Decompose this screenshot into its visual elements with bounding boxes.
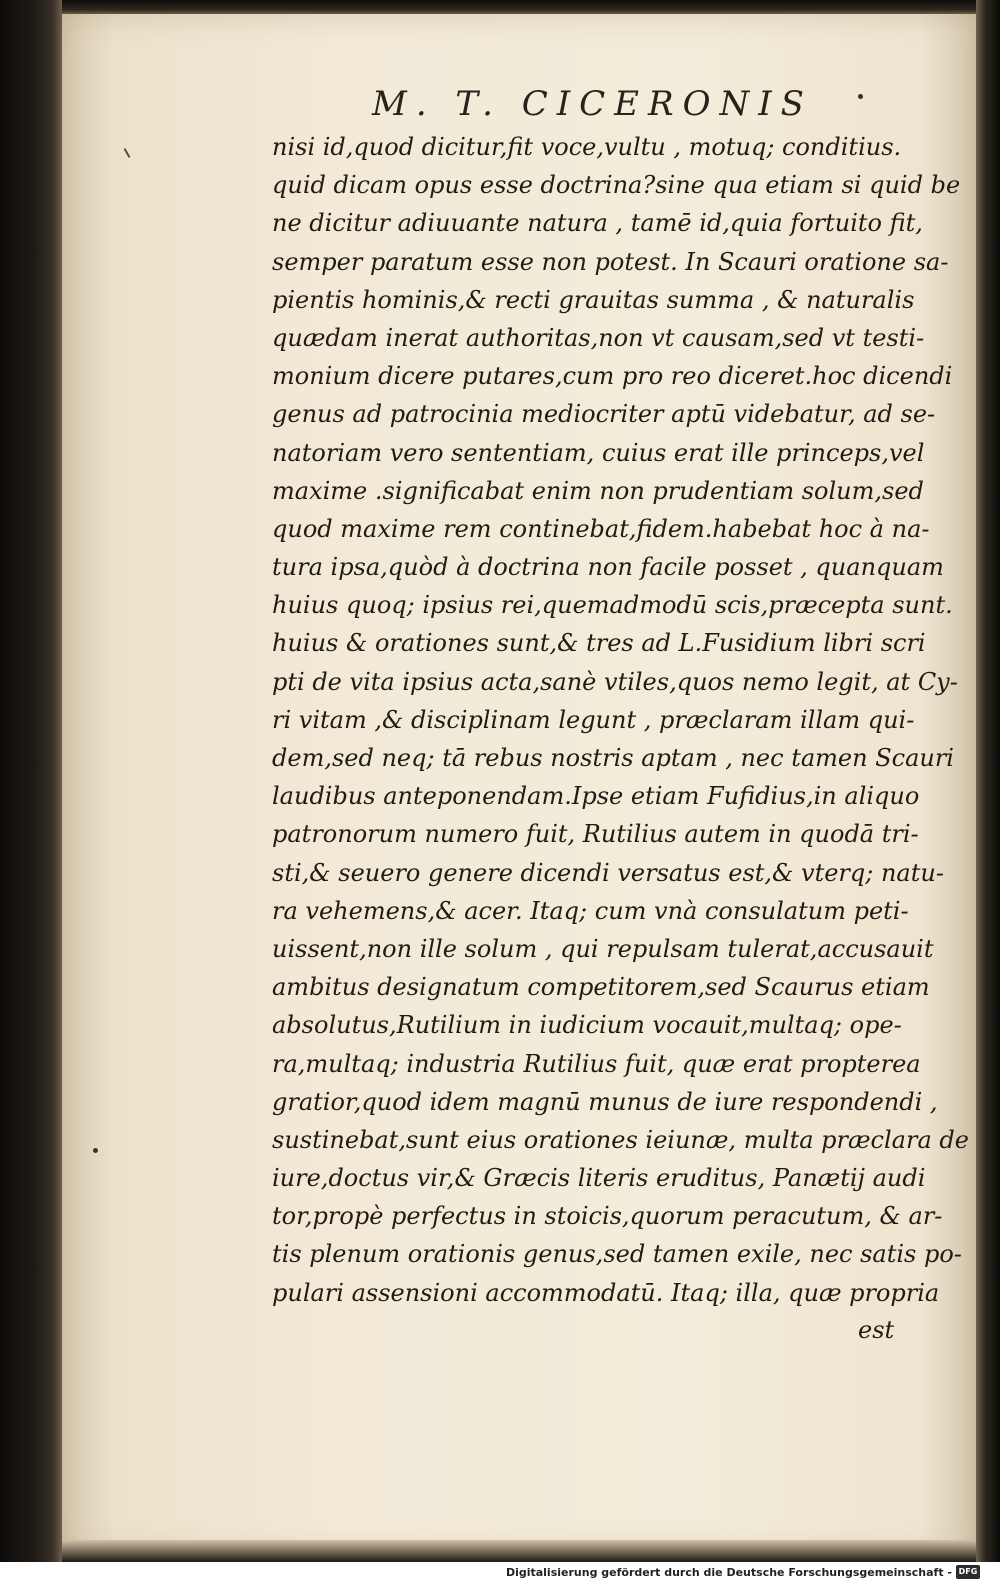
page-bottom-edge: [62, 1540, 976, 1562]
dfg-logo-icon: DFG: [956, 1565, 980, 1579]
text-line: dem,sed neq; tā rebus nostris aptam , nec tamen Scauri: [272, 744, 954, 772]
text-line: nisi id,quod dicitur,fit voce,vultu , motuq; conditius.: [272, 133, 902, 161]
body-text: [272, 128, 969, 1312]
margin-ink-dot: [93, 1148, 98, 1153]
text-line: tor,propè perfectus in stoicis,quorum peracutum, & ar-: [272, 1202, 943, 1231]
text-line: genus ad patrocinia mediocriter aptū videbatur, ad se-: [272, 400, 936, 429]
text-line: quod maxime rem continebat,fidem.habebat hoc à na-: [272, 514, 930, 543]
text-line: ne dicitur adiuuante natura , tamē id,quia fortuito fit,: [272, 209, 923, 238]
text-line: ri vitam ,& disciplinam legunt , præclaram illam qui-: [272, 705, 915, 734]
text-line: pti de vita ipsius acta,sanè vtiles,quos nemo legit, at Cy-: [272, 667, 958, 696]
running-head: M. T. CICERONIS: [372, 84, 813, 124]
text-line: iure,doctus vir,& Græcis literis eruditus, Panætij audi: [272, 1164, 926, 1193]
text-line: ambitus designatum competitorem,sed Scaurus etiam: [272, 973, 930, 1002]
ink-dot: [858, 94, 863, 99]
text-line: uissent,non ille solum , qui repulsam tulerat,accusauit: [272, 934, 934, 963]
text-line: absolutus,Rutilium in iudicium vocauit,multaq; ope-: [272, 1011, 902, 1040]
text-line: gratior,quod idem magnū munus de iure respondendi ,: [272, 1087, 938, 1116]
digitization-credit: Digitalisierung gefördert durch die Deutsche Forschungsgemeinschaft -: [505, 1566, 952, 1579]
page-fore-edge: [976, 0, 1000, 1562]
text-line: laudibus anteponendam.Ipse etiam Fufidius,in aliquo: [272, 782, 920, 811]
text-line: sti,& seuero genere dicendi versatus est,& vterq; natu-: [272, 858, 944, 887]
text-line: huius & orationes sunt,& tres ad L.Fusidium libri scri: [272, 629, 926, 658]
text-line: monium dicere putares,cum pro reo diceret.hoc dicendi: [272, 362, 953, 391]
text-line: quædam inerat authoritas,non vt causam,sed vt testi-: [272, 323, 925, 352]
text-line: ra,multaq; industria Rutilius fuit, quæ erat propterea: [272, 1049, 921, 1078]
text-line: pientis hominis,& recti grauitas summa , & naturalis: [272, 285, 915, 314]
text-line: patronorum numero fuit, Rutilius autem in quodā tri-: [272, 820, 919, 849]
page-top-edge: [62, 0, 976, 14]
book-spine-edge: [0, 0, 62, 1562]
catchword: est: [858, 1316, 895, 1344]
text-line: natoriam vero sententiam, cuius erat ille princeps,vel: [272, 438, 925, 467]
text-line: huius quoq; ipsius rei,quemadmodū scis,præcepta sunt.: [272, 591, 953, 620]
text-line: tis plenum orationis genus,sed tamen exile, nec satis po-: [272, 1240, 962, 1269]
text-line: quid dicam opus esse doctrina?sine qua etiam si quid be: [272, 171, 961, 200]
text-line: semper paratum esse non potest. In Scauri oratione sa-: [272, 247, 949, 276]
text-line: ra vehemens,& acer. Itaq; cum vnà consulatum peti-: [272, 896, 909, 925]
text-line: maxime .significabat enim non prudentiam solum,sed: [272, 476, 924, 505]
text-line: tura ipsa,quòd à doctrina non facile posset , quanquam: [272, 553, 944, 582]
text-line: pulari assensioni accommodatū. Itaq; illa, quæ propria: [272, 1278, 940, 1307]
text-line: sustinebat,sunt eius orationes ieiunæ, multa præclara de: [272, 1125, 969, 1154]
